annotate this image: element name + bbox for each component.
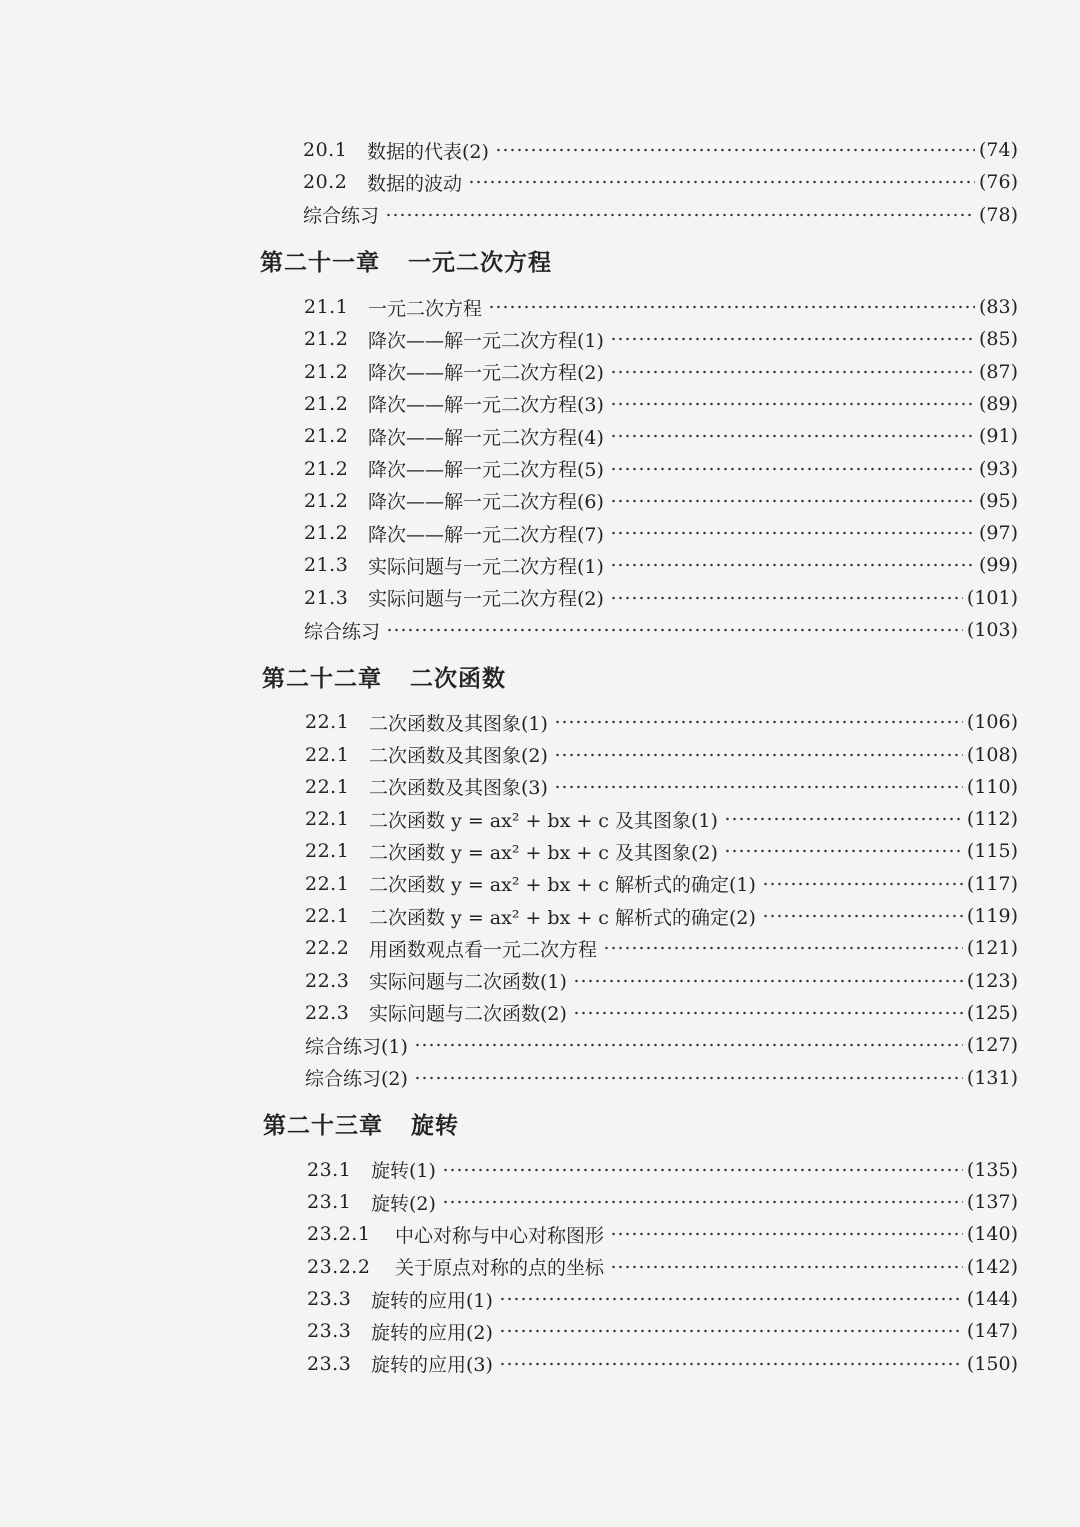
toc-entry[interactable] (0, 1348, 1018, 1380)
entry-page-number: (103) (966, 619, 1018, 641)
entry-title: 旋转的应用(1) (371, 1289, 493, 1312)
dot-leader (724, 817, 963, 821)
entry-number: 22.1 (305, 840, 350, 863)
dot-leader (724, 849, 963, 853)
entry-title: 旋转(1) (371, 1160, 436, 1183)
entry-title: 关于原点对称的点的坐标 (395, 1257, 605, 1280)
entry-title: 综合练习(1) (305, 1035, 408, 1058)
table-of-contents (0, 134, 1080, 1380)
entry-title: 一元二次方程 (368, 297, 483, 320)
entry-title: 旋转的应用(3) (371, 1354, 493, 1377)
entry-page-number: (121) (966, 937, 1018, 960)
entry-number: 23.2.2 (307, 1255, 371, 1278)
dot-leader (495, 148, 975, 152)
entry-page-number: (115) (966, 840, 1018, 863)
entry-title: 降次——解一元二次方程(2) (368, 362, 604, 385)
toc-entry[interactable] (0, 582, 1018, 614)
toc-entry[interactable] (0, 738, 1018, 770)
entry-number: 22.1 (305, 872, 350, 895)
entry-page-number: (135) (966, 1158, 1018, 1181)
chapter-heading (0, 646, 1080, 706)
dot-leader (386, 628, 963, 632)
toc-entry[interactable] (0, 803, 1018, 835)
toc-entry[interactable] (0, 452, 1018, 484)
chapter-number: 第二十三章 (263, 1113, 383, 1140)
toc-entry[interactable] (0, 517, 1018, 549)
dot-leader (414, 1043, 963, 1047)
toc-entry[interactable] (0, 323, 1018, 355)
toc-entry[interactable] (0, 355, 1018, 387)
entry-number: 23.3 (307, 1320, 352, 1343)
entry-page-number: (108) (966, 743, 1018, 766)
entry-page-number: (123) (966, 969, 1018, 992)
toc-entry[interactable] (0, 1186, 1018, 1218)
toc-entry[interactable] (0, 1315, 1018, 1347)
entry-page-number: (85) (978, 328, 1018, 351)
toc-entry[interactable] (0, 932, 1018, 964)
entry-title: 用函数观点看一元二次方程 (369, 938, 598, 961)
dot-leader (554, 753, 963, 757)
toc-entry[interactable] (0, 868, 1018, 900)
entry-page-number: (147) (966, 1320, 1018, 1343)
dot-leader (610, 467, 975, 471)
entry-number: 22.1 (305, 743, 350, 766)
entry-page-number: (97) (978, 522, 1018, 545)
entry-title: 数据的波动 (367, 172, 463, 195)
chapter-heading (0, 231, 1080, 291)
dot-leader (554, 785, 963, 789)
entry-number: 23.2.1 (307, 1223, 371, 1246)
dot-leader (762, 914, 963, 918)
entry-number: 22.1 (305, 905, 350, 928)
toc-entry[interactable] (0, 1029, 1018, 1061)
entry-title: 降次——解一元二次方程(7) (368, 523, 604, 546)
toc-entry[interactable] (0, 134, 1018, 166)
entry-page-number: (89) (978, 392, 1018, 415)
toc-entry[interactable] (0, 199, 1018, 231)
entry-number: 22.2 (305, 937, 350, 960)
dot-leader (499, 1329, 963, 1333)
entry-number: 21.2 (304, 489, 349, 512)
entry-title: 综合练习 (304, 620, 381, 643)
toc-entry[interactable] (0, 900, 1018, 932)
entry-number: 23.1 (307, 1191, 352, 1214)
entry-title: 降次——解一元二次方程(4) (368, 426, 604, 449)
dot-leader (610, 337, 975, 341)
toc-entry[interactable] (0, 614, 1018, 646)
chapter-title: 旋转 (411, 1113, 459, 1140)
entry-title: 旋转(2) (371, 1192, 436, 1215)
entry-page-number: (93) (978, 457, 1018, 480)
dot-leader (610, 563, 975, 567)
entry-title: 二次函数 y = ax² + bx + c 及其图象(2) (369, 841, 718, 864)
entry-page-number: (74) (978, 139, 1018, 162)
entry-number: 20.1 (303, 139, 348, 162)
entry-title: 数据的代表(2) (367, 140, 489, 163)
entry-number: 22.1 (305, 775, 350, 798)
entry-number: 22.3 (305, 1001, 350, 1024)
entry-page-number: (117) (966, 872, 1018, 895)
toc-entry[interactable] (0, 166, 1018, 198)
toc-entry[interactable] (0, 835, 1018, 867)
entry-page-number: (127) (966, 1034, 1018, 1057)
dot-leader (499, 1297, 963, 1301)
entry-page-number: (140) (966, 1223, 1018, 1246)
dot-leader (468, 180, 975, 184)
toc-entry[interactable] (0, 1061, 1018, 1093)
dot-leader (610, 531, 975, 535)
entry-number: 21.2 (304, 522, 349, 545)
entry-page-number: (95) (978, 489, 1018, 512)
dot-leader (414, 1076, 963, 1080)
dot-leader (442, 1168, 963, 1172)
toc-entry[interactable] (0, 1251, 1018, 1283)
entry-title: 二次函数 y = ax² + bx + c 及其图象(1) (369, 809, 718, 832)
entry-title: 综合练习(2) (305, 1068, 408, 1091)
entry-title: 二次函数 y = ax² + bx + c 解析式的确定(2) (369, 906, 756, 929)
entry-page-number: (142) (966, 1255, 1018, 1278)
dot-leader (610, 499, 975, 503)
entry-number: 23.1 (307, 1158, 352, 1181)
entry-number: 21.2 (304, 457, 349, 480)
dot-leader (610, 596, 963, 600)
entry-page-number: (78) (978, 203, 1018, 226)
entry-page-number: (119) (966, 905, 1018, 928)
toc-entry[interactable] (0, 1218, 1018, 1250)
entry-number: 21.2 (304, 360, 349, 383)
entry-title: 降次——解一元二次方程(1) (368, 329, 604, 352)
entry-number: 22.3 (305, 969, 350, 992)
entry-number: 23.3 (307, 1288, 352, 1311)
toc-entry[interactable] (0, 965, 1018, 997)
dot-leader (573, 979, 963, 983)
chapter-title: 一元二次方程 (408, 250, 552, 277)
dot-leader (610, 370, 975, 374)
entry-page-number: (125) (966, 1001, 1018, 1024)
entry-page-number: (131) (966, 1066, 1018, 1089)
chapter-title: 二次函数 (410, 665, 506, 692)
dot-leader (762, 882, 963, 886)
toc-entry[interactable] (0, 420, 1018, 452)
entry-number: 21.2 (304, 392, 349, 415)
entry-page-number: (83) (978, 296, 1018, 319)
entry-title: 降次——解一元二次方程(6) (368, 491, 604, 514)
chapter-number: 第二十二章 (262, 665, 382, 692)
entry-title: 二次函数及其图象(3) (369, 777, 548, 800)
entry-title: 综合练习 (303, 205, 380, 228)
toc-entry[interactable] (0, 706, 1018, 738)
dot-leader (442, 1200, 963, 1204)
dot-leader (573, 1011, 963, 1015)
entry-page-number: (106) (966, 711, 1018, 734)
entry-title: 二次函数及其图象(2) (369, 745, 548, 768)
entry-number: 21.2 (304, 425, 349, 448)
chapter-heading (0, 1094, 1080, 1154)
toc-entry[interactable] (0, 291, 1018, 323)
toc-entry[interactable] (0, 388, 1018, 420)
entry-number: 21.2 (304, 328, 349, 351)
dot-leader (488, 305, 975, 309)
entry-page-number: (76) (978, 171, 1018, 194)
entry-title: 实际问题与二次函数(1) (369, 971, 567, 994)
chapter-number: 第二十一章 (260, 250, 380, 277)
dot-leader (610, 434, 975, 438)
entry-page-number: (87) (978, 360, 1018, 383)
entry-number: 23.3 (307, 1352, 352, 1375)
toc-entry[interactable] (0, 771, 1018, 803)
toc-entry[interactable] (0, 1154, 1018, 1186)
entry-title: 中心对称与中心对称图形 (395, 1224, 605, 1247)
entry-number: 21.1 (304, 296, 349, 319)
dot-leader (385, 213, 975, 217)
entry-number: 20.2 (303, 171, 348, 194)
entry-title: 实际问题与一元二次方程(2) (368, 588, 604, 611)
entry-title: 实际问题与一元二次方程(1) (368, 555, 604, 578)
entry-page-number: (110) (966, 775, 1018, 798)
dot-leader (554, 720, 963, 724)
entry-title: 降次——解一元二次方程(5) (368, 459, 604, 482)
entry-page-number: (99) (978, 554, 1018, 577)
toc-entry[interactable] (0, 1283, 1018, 1315)
entry-number: 21.3 (304, 586, 349, 609)
entry-number: 22.1 (305, 711, 350, 734)
dot-leader (499, 1362, 963, 1366)
dot-leader (610, 402, 975, 406)
dot-leader (610, 1232, 963, 1236)
entry-title: 二次函数 y = ax² + bx + c 解析式的确定(1) (369, 874, 756, 897)
entry-title: 二次函数及其图象(1) (369, 712, 548, 735)
entry-number: 22.1 (305, 808, 350, 831)
entry-page-number: (137) (966, 1191, 1018, 1214)
entry-title: 降次——解一元二次方程(3) (368, 394, 604, 417)
entry-page-number: (112) (966, 808, 1018, 831)
entry-page-number: (91) (978, 425, 1018, 448)
entry-page-number: (101) (966, 586, 1018, 609)
toc-entry[interactable] (0, 549, 1018, 581)
entry-title: 实际问题与二次函数(2) (369, 1003, 567, 1026)
dot-leader (603, 946, 963, 950)
entry-number: 21.3 (304, 554, 349, 577)
entry-page-number: (144) (966, 1288, 1018, 1311)
entry-title: 旋转的应用(2) (371, 1321, 493, 1344)
toc-entry[interactable] (0, 997, 1018, 1029)
toc-entry[interactable] (0, 485, 1018, 517)
dot-leader (610, 1265, 963, 1269)
entry-page-number: (150) (966, 1352, 1018, 1375)
